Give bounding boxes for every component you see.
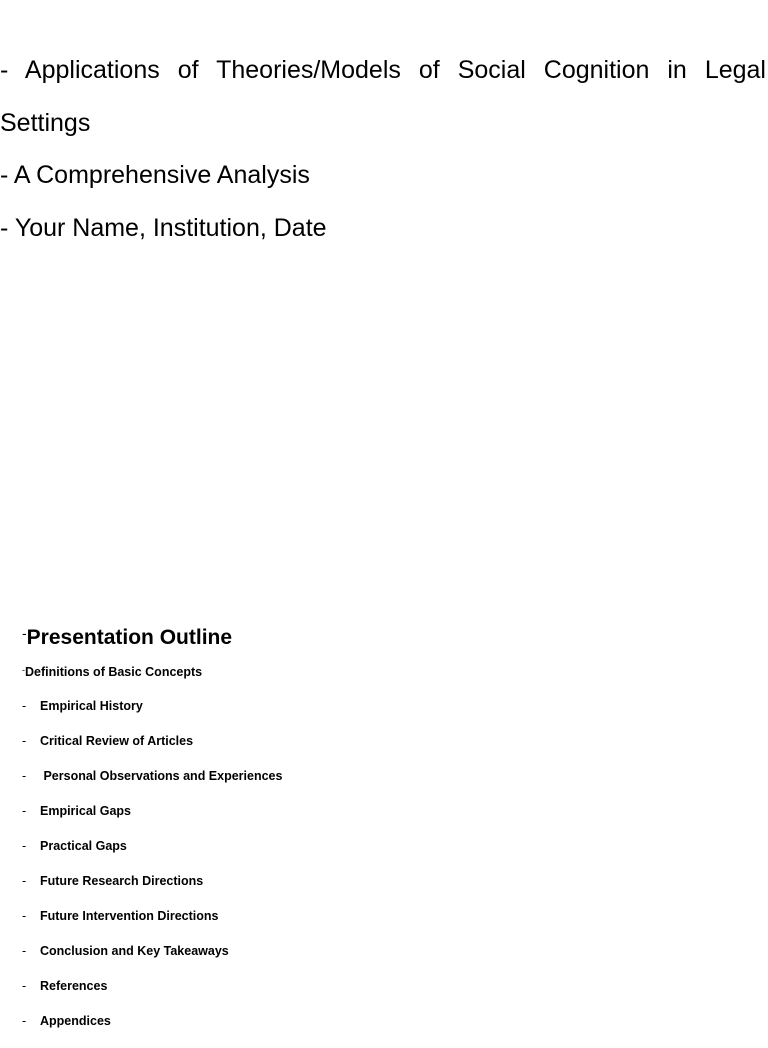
list-item xyxy=(22,733,742,749)
list-bullet: - xyxy=(22,944,27,958)
list-item xyxy=(22,698,742,714)
list-bullet: - xyxy=(22,979,27,993)
outline-item-label: Definitions of Basic Concepts xyxy=(25,665,203,679)
outline-item-definitions xyxy=(22,662,742,680)
list-item-label: References xyxy=(40,979,108,993)
presentation-subtitle: - A Comprehensive Analysis xyxy=(0,161,310,189)
presentation-title: - Applications of Theories/Models of Social Cognition in Legal Settings xyxy=(0,56,766,137)
list-bullet: - xyxy=(22,909,27,923)
list-bullet: - xyxy=(22,804,27,818)
list-bullet: - xyxy=(22,1014,27,1028)
outline-heading-text: Presentation Outline xyxy=(26,626,233,649)
list-item xyxy=(22,943,742,959)
outline-item-dash: - xyxy=(22,665,25,675)
list-item xyxy=(22,838,742,854)
title-block xyxy=(0,44,766,254)
list-bullet: - xyxy=(22,699,27,713)
outline-heading-dash: - xyxy=(22,625,27,641)
list-item-label: Future Intervention Directions xyxy=(40,909,219,923)
list-item xyxy=(22,1013,742,1029)
list-item xyxy=(22,978,742,994)
list-item-label: Practical Gaps xyxy=(40,839,127,853)
presentation-outline xyxy=(22,617,742,1048)
list-bullet: - xyxy=(22,874,27,888)
list-bullet: - xyxy=(22,734,27,748)
list-item xyxy=(22,768,742,784)
list-item-label: Conclusion and Key Takeaways xyxy=(40,944,229,958)
list-item xyxy=(22,908,742,924)
list-item-label: Personal Observations and Experiences xyxy=(40,769,283,783)
list-item-label: Empirical Gaps xyxy=(40,804,132,818)
list-bullet: - xyxy=(22,769,27,783)
outline-list xyxy=(22,698,742,1029)
list-item-label: Empirical History xyxy=(40,699,143,713)
list-item-label: Critical Review of Articles xyxy=(40,734,194,748)
outline-heading xyxy=(22,617,742,654)
author-line: - Your Name, Institution, Date xyxy=(0,213,327,242)
list-item-label: Future Research Directions xyxy=(40,874,204,888)
list-item xyxy=(22,803,742,819)
list-item-label: Appendices xyxy=(40,1014,111,1028)
list-bullet: - xyxy=(22,839,27,853)
list-item xyxy=(22,873,742,889)
